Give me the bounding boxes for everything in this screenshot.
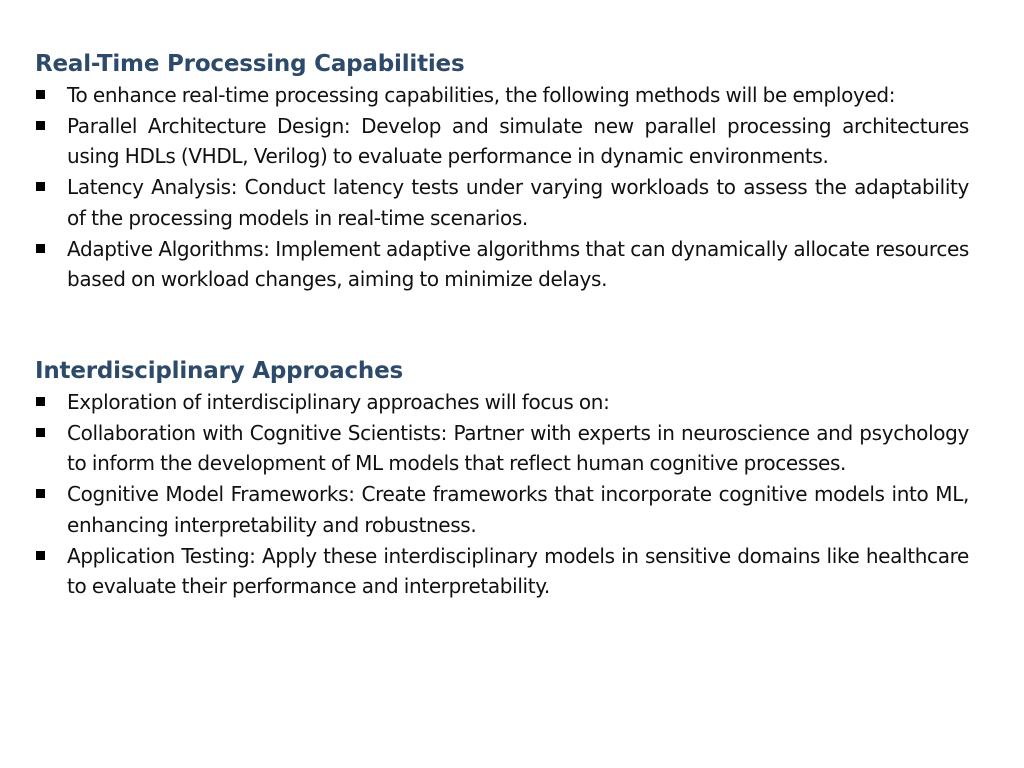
- square-bullet-icon: [36, 428, 45, 437]
- bullet-list: [35, 387, 969, 602]
- list-item-text: Latency Analysis: Conduct latency tests under varying workloads to assess the adaptability of the processing models in real-time scenarios.: [67, 175, 969, 230]
- list-item: [35, 172, 969, 233]
- list-item: [35, 479, 969, 540]
- section-interdisciplinary-approaches: [35, 355, 969, 602]
- list-item-text: To enhance real-time processing capabilities, the following methods will be employed:: [67, 83, 896, 107]
- list-item: [35, 80, 969, 111]
- square-bullet-icon: [36, 121, 45, 130]
- list-item-text: Application Testing: Apply these interdisciplinary models in sensitive domains like healthcare to evaluate their performance and interpretability.: [67, 543, 969, 599]
- section-real-time-processing: [35, 48, 969, 295]
- list-item-text: Exploration of interdisciplinary approaches will focus on:: [67, 390, 610, 414]
- list-item: [35, 111, 969, 172]
- list-item-text: Adaptive Algorithms: Implement adaptive algorithms that can dynamically allocate resources based on workload changes, aiming to minimize delays.: [67, 236, 969, 292]
- square-bullet-icon: [36, 551, 45, 560]
- section-title: Real-Time Processing Capabilities: [35, 51, 465, 77]
- square-bullet-icon: [36, 90, 45, 99]
- list-item: [35, 387, 969, 418]
- list-item: [35, 541, 969, 602]
- square-bullet-icon: [36, 182, 45, 191]
- square-bullet-icon: [36, 489, 45, 498]
- list-item-text: Collaboration with Cognitive Scientists: Partner with experts in neuroscience and psychology to inform the development of ML models that reflect human cognitive processes.: [67, 420, 969, 476]
- list-item-text: Parallel Architecture Design: Develop and simulate new parallel processing architectures using HDLs (VHDL, Verilog) to evaluate performance in dynamic environments.: [67, 113, 969, 169]
- square-bullet-icon: [36, 244, 45, 253]
- bullet-list: [35, 80, 969, 295]
- list-item-text: Cognitive Model Frameworks: Create frameworks that incorporate cognitive models into ML, enhancing interpretability and robustness.: [67, 482, 969, 537]
- list-item: [35, 418, 969, 479]
- section-title: Interdisciplinary Approaches: [35, 358, 403, 384]
- square-bullet-icon: [36, 397, 45, 406]
- list-item: [35, 234, 969, 295]
